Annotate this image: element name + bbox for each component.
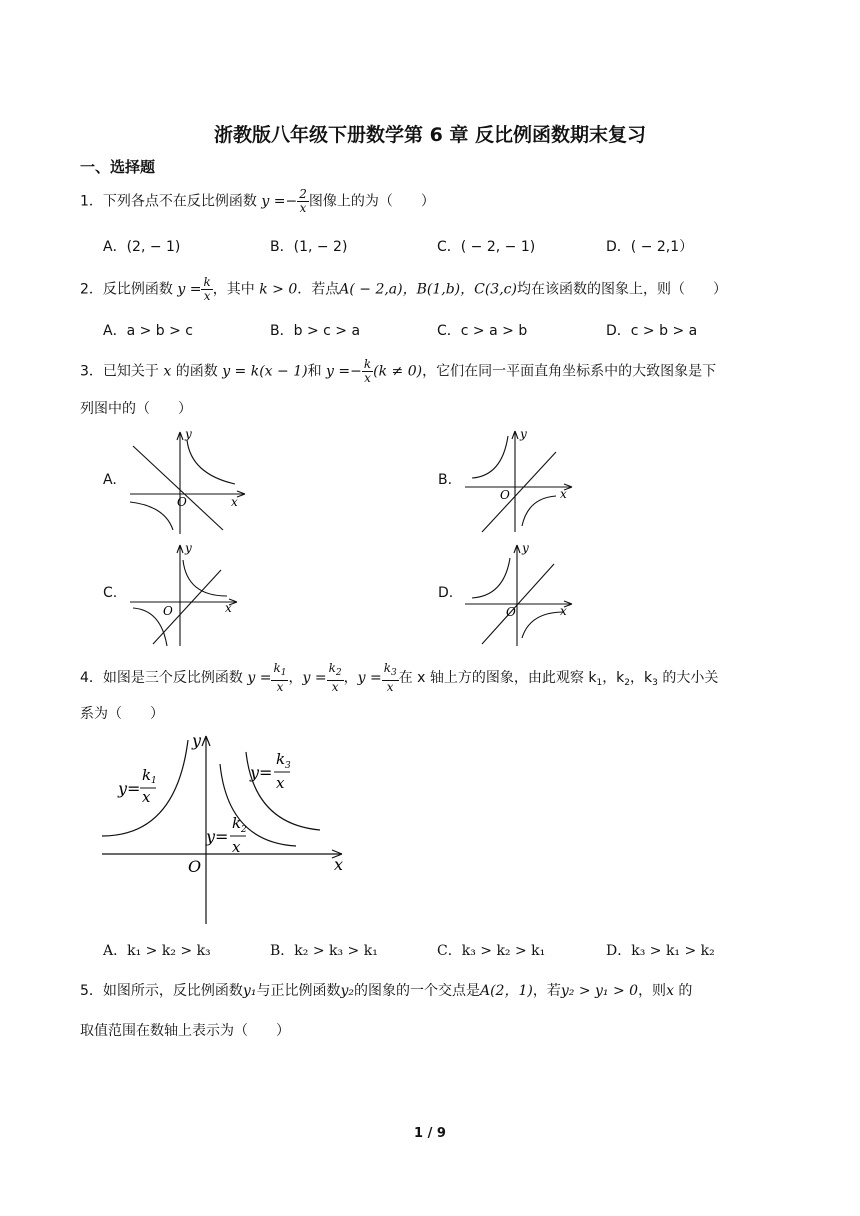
svg-text:y: y	[185, 541, 192, 555]
svg-text:x: x	[231, 495, 238, 509]
math-var: x	[666, 983, 674, 999]
graph-a	[125, 426, 255, 538]
question-text: 在 x 轴上方的图象，由此观察 k	[398, 670, 597, 686]
question-text: ，其中	[212, 281, 255, 298]
question-number: 3．	[80, 363, 103, 380]
question-text: ，则	[638, 983, 667, 999]
svg-text:O: O	[177, 495, 187, 509]
svg-text:y=: y=	[250, 763, 273, 782]
question-4	[80, 662, 718, 694]
subscript: 1	[596, 678, 603, 688]
math-points: A( − 2,a)，B(1,b)，C(3,c)	[339, 281, 517, 298]
option-a[interactable]: A.	[103, 472, 117, 488]
question-text-end: 均在该函数的图象上，则（ ）	[516, 281, 727, 298]
question-text: 和	[307, 363, 322, 380]
fraction: $\frac{2}{x}$	[299, 187, 307, 215]
fraction: $\frac{k}{x}$	[363, 357, 372, 385]
option-a[interactable]: A．(2, − 1)	[103, 239, 181, 255]
option-c[interactable]: C.	[103, 585, 118, 601]
option-b[interactable]: B．b > c > a	[270, 323, 361, 339]
question-3-line2: 列图中的（ ）	[80, 401, 192, 417]
math-lhs: y =	[247, 670, 272, 686]
svg-text:k: k	[142, 766, 152, 784]
question-text: 下列各点不在反比例函数	[102, 193, 257, 210]
svg-text:x: x	[560, 604, 567, 618]
svg-text:x: x	[334, 855, 344, 874]
question-text-end: 的大小关	[657, 670, 719, 686]
graph-d	[460, 540, 590, 650]
svg-text:O: O	[500, 488, 510, 502]
math-var: x	[163, 363, 172, 380]
svg-text:x: x	[560, 487, 567, 501]
svg-text:2: 2	[241, 825, 247, 835]
question-text: 与正比例函数	[256, 983, 341, 999]
svg-text:3: 3	[285, 761, 291, 771]
question-number: 1．	[80, 193, 103, 210]
math-y1: y₁	[242, 983, 257, 999]
question-text: ，k	[602, 670, 625, 686]
math-lhs: y =−	[326, 363, 362, 380]
question-text: 已知关于	[102, 363, 159, 380]
question-text-end: 的	[673, 983, 693, 999]
question-text-end: ，它们在同一平面直角坐标系中的大致图象是下	[422, 363, 717, 380]
math-lhs: y =−	[261, 193, 298, 210]
question-text: 反比例函数	[102, 281, 173, 298]
option-c[interactable]: C．c > a > b	[437, 323, 528, 339]
svg-text:x: x	[276, 774, 285, 792]
question-text: ，k	[630, 670, 653, 686]
question-5	[80, 980, 692, 1000]
svg-text:O: O	[506, 605, 516, 619]
question-5-line2: 取值范围在数轴上表示为（ ）	[80, 1023, 290, 1039]
fraction: $\frac{k}{x}$	[203, 275, 211, 303]
svg-text:y: y	[192, 732, 202, 750]
option-d[interactable]: D.	[438, 585, 454, 601]
option-d[interactable]: D．c > b > a	[606, 323, 698, 339]
math-cond: y₂ > y₁ > 0	[560, 983, 639, 999]
option-a[interactable]: A．k₁ > k₂ > k₃	[103, 943, 211, 959]
svg-text:y: y	[520, 427, 527, 441]
svg-text:y: y	[185, 427, 192, 441]
option-d[interactable]: D．k₃ > k₁ > k₂	[606, 943, 715, 959]
svg-text:O: O	[163, 604, 173, 618]
question-text: 的图象的一个交点是	[353, 983, 480, 999]
question-text: ．若点	[297, 281, 340, 298]
option-d[interactable]: D．( − 2,1）	[606, 239, 694, 255]
separator: ，	[343, 670, 358, 686]
fraction-k3: $\frac{k_3}{x}$	[383, 661, 397, 694]
page-number: 1 / 9	[414, 1126, 446, 1141]
option-c[interactable]: C．( − 2, − 1)	[437, 239, 536, 255]
question-text: 如图是三个反比例函数	[102, 670, 243, 686]
question-number: 4．	[80, 670, 103, 686]
math-lhs: y =	[302, 670, 327, 686]
graph-c	[125, 540, 255, 650]
option-c[interactable]: C．k₃ > k₂ > k₁	[437, 943, 546, 959]
math-lhs: y =	[177, 281, 202, 298]
fraction-k2: $\frac{k_2}{x}$	[328, 661, 342, 694]
subscript: 3	[652, 678, 658, 688]
question-text: 的函数	[175, 363, 218, 380]
svg-text:k: k	[232, 814, 242, 832]
math-lhs: y =	[357, 670, 382, 686]
svg-text:O: O	[188, 857, 202, 876]
question-3	[80, 358, 716, 385]
svg-text:y=: y=	[118, 779, 141, 798]
graph-q4	[98, 732, 358, 928]
fraction-k1: $\frac{k_1}{x}$	[273, 661, 287, 694]
question-number: 2．	[80, 281, 103, 298]
svg-text:y: y	[522, 541, 529, 555]
math-cond: (k ≠ 0)	[373, 363, 423, 380]
option-b[interactable]: B．(1, − 2)	[270, 239, 348, 255]
question-text: 如图所示，反比例函数	[102, 983, 243, 999]
question-4-line2: 系为（ ）	[80, 706, 164, 722]
question-2	[80, 276, 727, 303]
section-heading: 一、选择题	[80, 158, 156, 176]
math-y2: y₂	[340, 983, 354, 999]
svg-text:x: x	[142, 788, 151, 806]
question-1	[80, 188, 435, 215]
math-point: A(2，1)	[479, 983, 533, 999]
question-text-end: 图像上的为（ ）	[308, 193, 435, 210]
svg-text:1: 1	[151, 776, 157, 786]
separator: ，	[288, 670, 303, 686]
svg-text:x: x	[225, 601, 232, 615]
svg-text:k: k	[276, 750, 286, 768]
subscript: 2	[624, 678, 631, 688]
page-title: 浙教版八年级下册数学第 6 章 反比例函数期末复习	[213, 124, 647, 146]
option-b[interactable]: B．k₂ > k₃ > k₁	[270, 943, 378, 959]
graph-b	[460, 426, 590, 538]
svg-text:x: x	[232, 838, 241, 856]
svg-text:y=: y=	[206, 827, 229, 846]
option-b[interactable]: B.	[438, 472, 453, 488]
question-number: 5．	[80, 983, 103, 999]
question-text: ，若	[532, 983, 561, 999]
math-cond: k > 0	[259, 281, 298, 298]
option-a[interactable]: A．a > b > c	[103, 323, 194, 339]
math-f1: y = k(x − 1)	[222, 363, 308, 380]
